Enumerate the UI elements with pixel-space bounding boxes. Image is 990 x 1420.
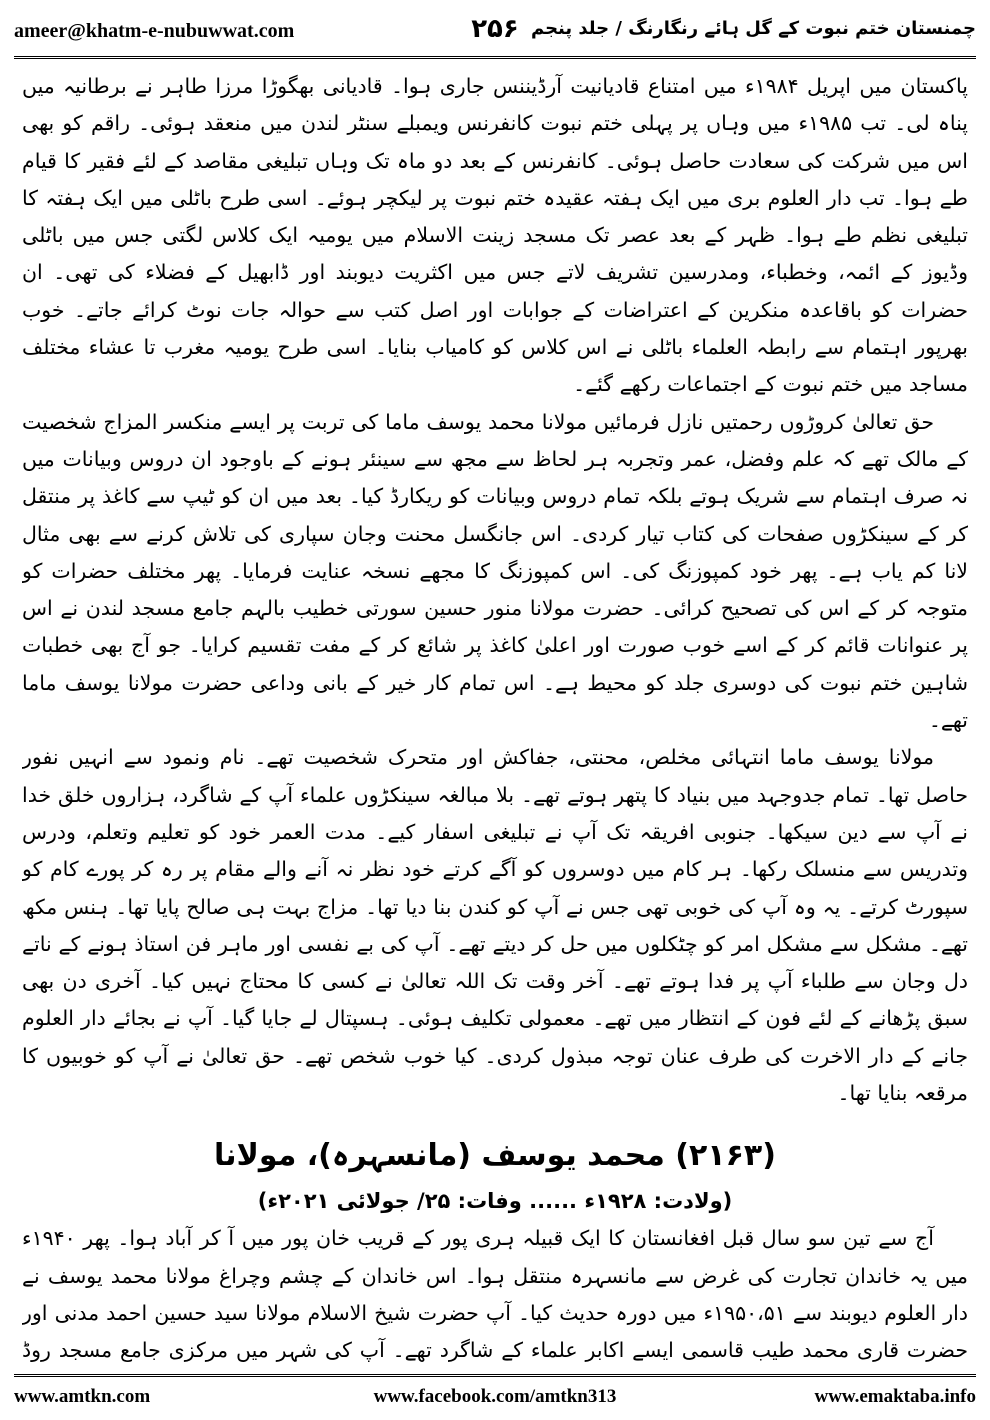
body-paragraph: حق تعالیٰ کروڑوں رحمتیں نازل فرمائیں مولانا محمد یوسف ماما کی تربت پر ایسے منکسر المزاج شخصیت کے مالک تھے کہ علم وفضل، عمر وتجربہ ہر لحاظ سے مجھ سے سینئر ہونے کے باوجود ان دروس وبیانات میں نہ صرف اہتمام سے شریک ہوتے بلکہ تمام دروس وبیانات کو ریکارڈ کیا۔ بعد میں ان کو ٹیپ سے کاغذ پر منتقل کر کے سینکڑوں صفحات کی کتاب تیار کردی۔ اس جانگسل محنت وجان سپاری کی تلاش کرنے سے بھی مثال لانا کم یاب ہے۔ پھر خود کمپوزنگ کی۔ اس کمپوزنگ کا مجھے نسخہ عنایت فرمایا۔ پھر مختلف حضرات کو متوجہ کر کے اس کی تصحیح کرائی۔ حضرت مولانا منور حسین سورتی خطیب بالہم جامع مسجد لندن نے اس پر عنوانات قائم کر کے اسے خوب صورت اور اعلیٰ کاغذ پر شائع کر کے مفت تقسیم کرایا۔ جو آج بھی خطبات شاہین ختم نبوت کی دوسری جلد کو محیط ہے۔ اس تمام کار خیر کے بانی وداعی حضرت مولانا یوسف ماما تھے۔ xyxy=(22,409,968,733)
footer-divider xyxy=(14,1374,976,1377)
footer-link-emaktaba[interactable]: www.emaktaba.info xyxy=(814,1386,976,1407)
footer-link-facebook[interactable]: www.facebook.com/amtkn313 xyxy=(373,1386,617,1407)
page-header xyxy=(14,10,976,54)
header-divider xyxy=(14,56,976,59)
section-paragraph: آج سے تین سو سال قبل افغانستان کا ایک قبیلہ ہری پور کے قریب خان پور میں آ کر آباد ہوا۔ پھر ۱۹۴۰ء میں یہ خاندان تجارت کی غرض سے مانسہرہ منتقل ہوا۔ اس خاندان کے چشم وچراغ مولانا محمد یوسف نے دار العلوم دیوبند سے ۱۹۵۰،۵۱ء میں دورہ حدیث کیا۔ آپ حضرت شیخ الاسلام مولانا سید حسین احمد مدنی اور حضرت قاری محمد طیب قاسمی ایسے اکابر علماء کے شاگرد تھے۔ آپ کی شہر میں مرکزی جامع مسجد روڈ xyxy=(22,1226,968,1363)
page-body xyxy=(22,68,968,1368)
page-footer xyxy=(14,1384,976,1414)
footer-link-amtkn[interactable]: www.amtkn.com xyxy=(14,1386,151,1407)
body-paragraph: مولانا یوسف ماما انتہائی مخلص، محنتی، جفاکش اور متحرک شخصیت تھے۔ نام ونمود سے انہیں نفور حاصل تھا۔ تمام جدوجہد میں بنیاد کا پتھر ہوتے تھے۔ بلا مبالغہ سینکڑوں علماء آپ کے شاگرد، ہزاروں خلق خدا نے آپ سے دین سیکھا۔ جنوبی افریقہ تک آپ نے تبلیغی اسفار کیے۔ مدت العمر خود کو تعلیم وتعلم، ودرس وتدریس سے منسلک رکھا۔ ہر کام میں دوسروں کو آگے کرتے خود نظر نہ آنے والے مقام پر رہ کر پورے کام کو سپورٹ کرتے۔ یہ وہ آپ کی خوبی تھی جس نے آپ کو کندن بنا دیا تھا۔ مزاج بہت ہی صالح پایا تھا۔ ہنس مکھ تھے۔ مشکل سے مشکل امر کو چٹکلوں میں حل کر دیتے تھے۔ آپ کی بے نفسی اور ماہر فن استاذ ہونے کے ناتے دل وجان سے طلباء آپ پر فدا ہوتے تھے۔ آخر وقت تک اللہ تعالیٰ نے کسی کا محتاج نہیں کیا۔ آخری دن بھی سبق پڑھانے کے لئے فون کے انتظار میں تھے۔ معمولی تکلیف ہوئی۔ ہسپتال لے جایا گیا۔ آپ نے بجائے دار العلوم جانے کے دار الاخرت کی طرف عنان توجہ مبذول کردی۔ کیا خوب شخص تھے۔ حق تعالیٰ نے آپ کو خوبیوں کا مرقعہ بنایا تھا۔ xyxy=(22,745,968,1106)
section-heading: (۲۱۶۳) محمد یوسف (مانسہرہ)، مولانا xyxy=(214,1138,776,1174)
book-title: چمنستان ختم نبوت کے گل ہائے رنگارنگ / جلد پنجم xyxy=(530,18,976,39)
body-paragraph: پاکستان میں اپریل ۱۹۸۴ء میں امتناع قادیانیت آرڈیننس جاری ہوا۔ قادیانی بھگوڑا مرزا طاہر نے برطانیہ میں پناہ لی۔ تب ۱۹۸۵ء میں وہاں پر پہلی ختم نبوت کانفرنس ویمبلے سنٹر لندن میں منعقد ہوئی۔ راقم کو بھی اس میں شرکت کی سعادت حاصل ہوئی۔ کانفرنس کے بعد دو ماہ تک وہاں تبلیغی مقاصد کے لئے فقیر کا قیام طے ہوا۔ تب دار العلوم بری میں ایک ہفتہ عقیدہ ختم نبوت پر لیکچر ہوئے۔ اسی طرح باٹلی میں ایک ہفتہ کا تبلیغی نظم طے ہوا۔ ظہر کے بعد عصر تک مسجد زینت الاسلام میں یومیہ ایک کلاس لگتی جس میں باٹلی وڈیوز کے ائمہ، وخطباء، ومدرسین تشریف لاتے جس میں اکثریت دیوبند اور ڈابھیل کے فضلاء کی تھی۔ ان حضرات کو باقاعدہ منکرین کے اعتراضات کے جوابات اور اصل کتب سے حوالہ جات نوٹ کرائے جاتے۔ خوب بھرپور اہتمام سے رابطہ العلماء باٹلی نے اس کلاس کو کامیاب بنایا۔ اسی طرح یومیہ مغرب تا عشاء مختلف مساجد میں ختم نبوت کے اجتماعات رکھے گئے۔ xyxy=(22,74,968,397)
header-email: ameer@khatm-e-nubuwwat.com xyxy=(14,20,295,42)
page-number: ۲۵۶ xyxy=(471,14,519,44)
section-subheading: (ولادت: ۱۹۲۸ء ...... وفات: ۲۵/ جولائی ۲۰۲۱ء) xyxy=(257,1189,733,1214)
